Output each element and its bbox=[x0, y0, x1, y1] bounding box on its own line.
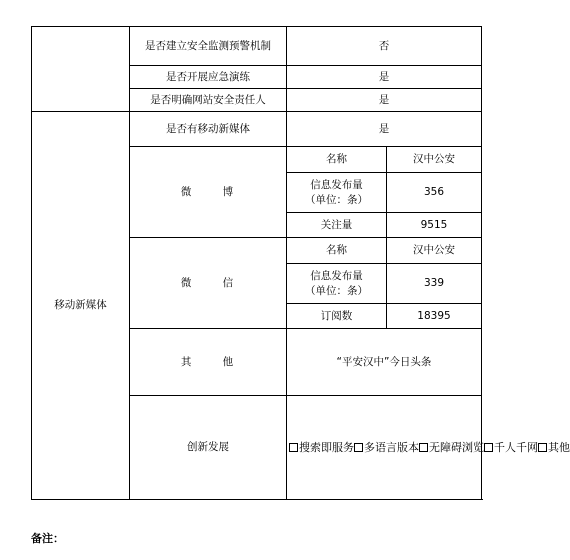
notes-label: 备注： bbox=[31, 532, 64, 545]
option-label: 多语言版本 bbox=[364, 440, 419, 454]
row-value: 否 bbox=[287, 27, 482, 66]
wechat-count-label-line1: 信息发布量 bbox=[310, 269, 363, 282]
row-value: 是 bbox=[287, 66, 482, 89]
blank-cell bbox=[32, 27, 130, 112]
checkbox-unchecked-icon[interactable] bbox=[289, 443, 298, 452]
other-value: “平安汉中”今日头条 bbox=[287, 329, 482, 396]
weibo-count-label-line1: 信息发布量 bbox=[310, 178, 363, 191]
row-label: 是否开展应急演练 bbox=[130, 66, 287, 89]
checkbox-unchecked-icon[interactable] bbox=[419, 443, 428, 452]
row-label: 是否有移动新媒体 bbox=[130, 112, 287, 147]
wechat-sub-label: 订阅数 bbox=[287, 304, 387, 329]
wechat-count-value: 339 bbox=[387, 264, 482, 304]
wechat-count-label bbox=[287, 264, 387, 304]
table-row bbox=[32, 112, 482, 147]
weibo-follow-value: 9515 bbox=[387, 213, 482, 238]
report-table bbox=[31, 26, 570, 500]
weibo-name-label: 名称 bbox=[287, 147, 387, 173]
option-label: 千人千网 bbox=[494, 440, 538, 454]
other-label: 其 他 bbox=[130, 329, 287, 396]
row-label: 是否明确网站安全责任人 bbox=[130, 89, 287, 112]
wechat-name-value: 汉中公安 bbox=[387, 238, 482, 264]
checkbox-unchecked-icon[interactable] bbox=[538, 443, 547, 452]
checkbox-group bbox=[289, 441, 570, 454]
wechat-count-label-line2: （单位：条） bbox=[305, 284, 368, 297]
row-value: 是 bbox=[287, 112, 482, 147]
option-label: 无障碍浏览 bbox=[429, 440, 484, 454]
checkbox-unchecked-icon[interactable] bbox=[354, 443, 363, 452]
row-value: 是 bbox=[287, 89, 482, 112]
weibo-count-value: 356 bbox=[387, 173, 482, 213]
weibo-label: 微 博 bbox=[130, 147, 287, 238]
wechat-name-label: 名称 bbox=[287, 238, 387, 264]
section-label-media: 移动新媒体 bbox=[32, 112, 130, 500]
weibo-count-label-line2: （单位：条） bbox=[305, 193, 368, 206]
option-label: 其他 bbox=[548, 440, 570, 454]
section-label-innovation: 创新发展 bbox=[130, 396, 287, 500]
innovation-options bbox=[287, 396, 570, 500]
weibo-count-label bbox=[287, 173, 387, 213]
weibo-follow-label: 关注量 bbox=[287, 213, 387, 238]
row-label: 是否建立安全监测预警机制 bbox=[130, 27, 287, 66]
wechat-sub-value: 18395 bbox=[387, 304, 482, 329]
option-label: 搜索即服务 bbox=[299, 440, 354, 454]
wechat-label: 微 信 bbox=[130, 238, 287, 329]
table-row bbox=[32, 27, 482, 66]
checkbox-unchecked-icon[interactable] bbox=[484, 443, 493, 452]
weibo-name-value: 汉中公安 bbox=[387, 147, 482, 173]
